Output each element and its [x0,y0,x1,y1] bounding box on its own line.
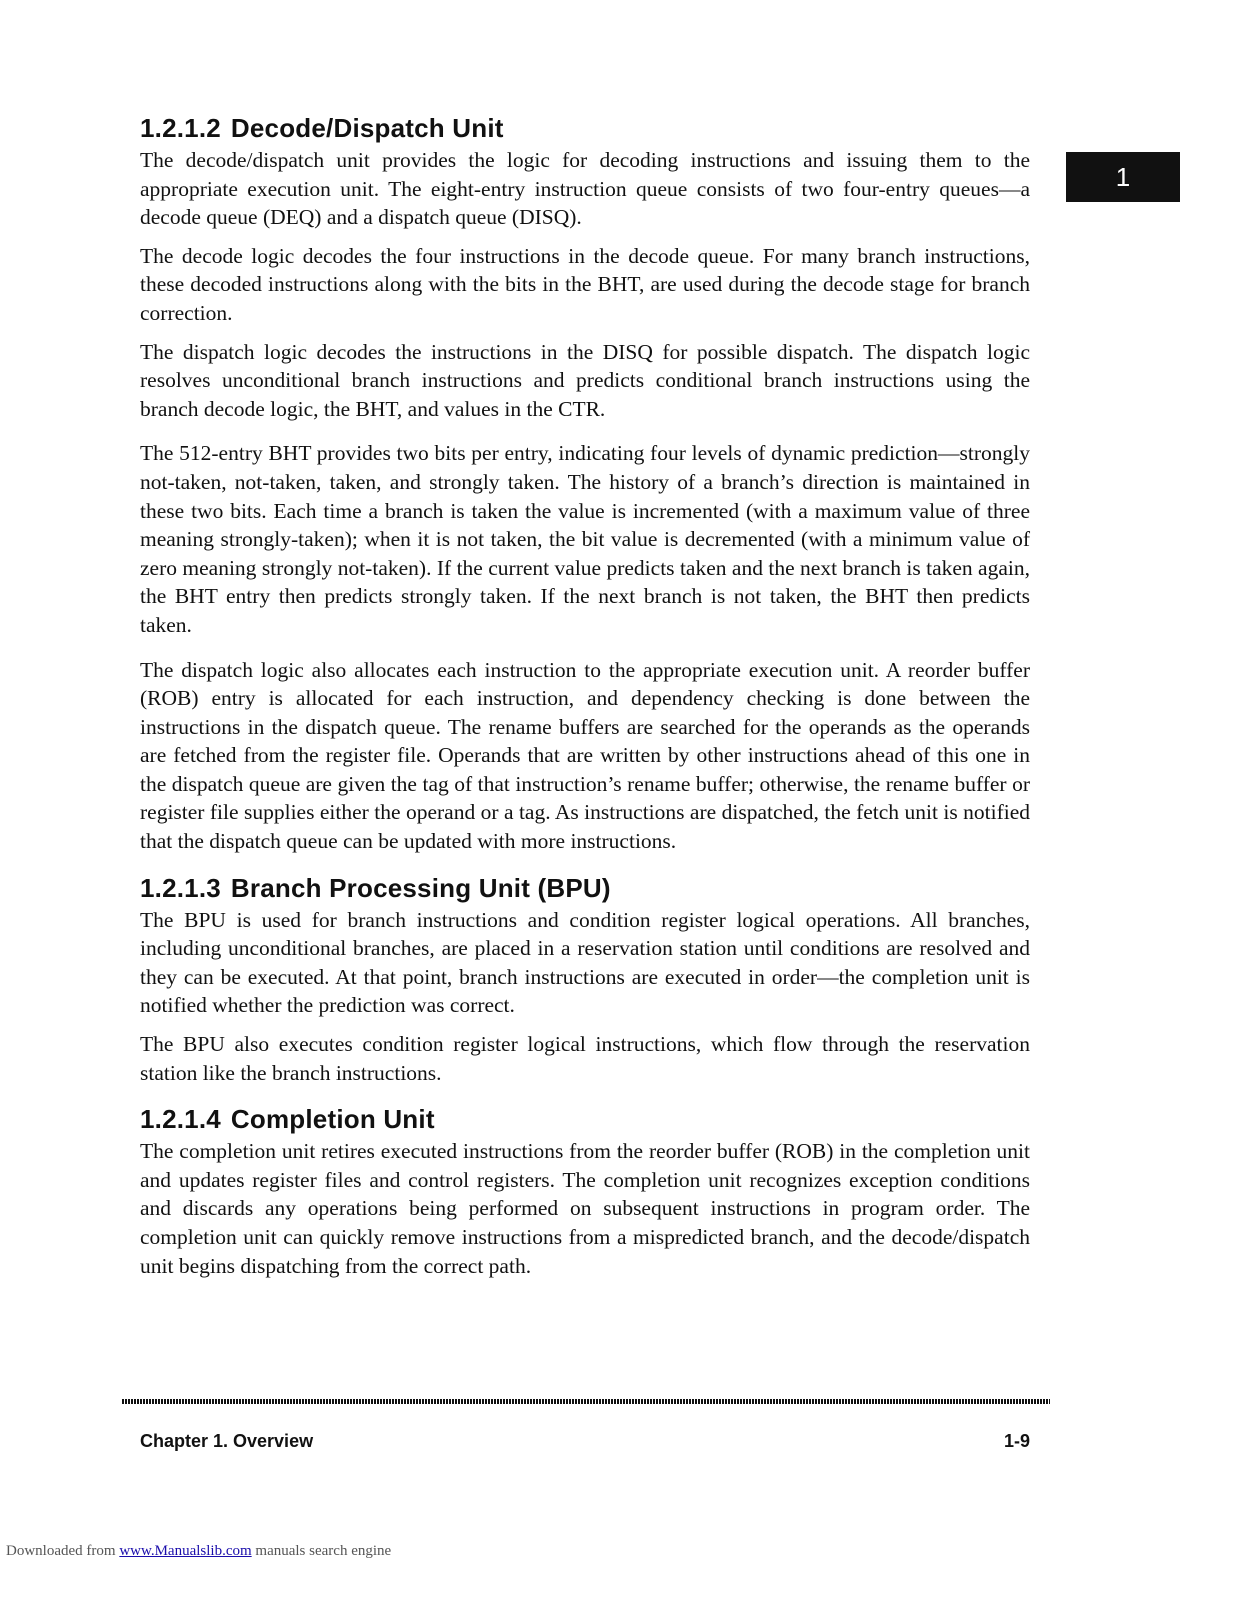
section-title: Branch Processing Unit (BPU) [230,872,611,903]
chapter-tab-label: 1 [1115,161,1131,192]
download-note [6,1543,391,1560]
paragraph: The dispatch logic also allocates each instruction to the appropriate execution unit. A reorder buffer (ROB) entry is allocated for each instruction, and dependency checking is done between the instructions in the dispatch queue. The rename buffers are searched for the operands as the operands are fetched from the register file. Operands that are written by other instructions ahead of this one in the dispatch queue are given the tag of that instruction’s rename buffer; otherwise, the rename buffer or register file supplies either the operand or a tag. As instructions are dispatched, the fetch unit is notified that the dispatch queue can be updated with more instructions. [140,657,1030,854]
footer-page-number: 1-9 [1003,1431,1030,1451]
paragraph: The 512-entry BHT provides two bits per entry, indicating four levels of dynamic prediction—strongly not-taken, not-taken, taken, and strongly taken. The history of a branch’s direction is maintained in these two bits. Each time a branch is taken the value is incremented (with a maximum value of three meaning strongly-taken); when it is not taken, the bit value is decremented (with a minimum value of zero meaning strongly not-taken). If the current value predicts taken and the next branch is taken again, the BHT entry then predicts strongly taken. If the next branch is not taken, the BHT then predicts taken. [140,441,1030,637]
section-number: 1.2.1.3 [140,872,221,903]
paragraph: The decode logic decodes the four instructions in the decode queue. For many branch instructions, these decoded instructions along with the bits in the BHT, are used during the decode stage for branch correction. [140,243,1030,325]
section-heading-branch-processing-unit [140,872,1030,904]
section-heading-decode-dispatch [140,112,1030,144]
section-number: 1.2.1.4 [140,1104,221,1135]
footer-chapter: Chapter 1. Overview [140,1431,314,1451]
paragraph: The BPU is used for branch instructions and condition register logical operations. All branches, including unconditional branches, are placed in a reservation station until conditions are resolved and they can be executed. At that point, branch instructions are executed in order—the completion unit is notified whether the prediction was correct. [140,907,1030,1018]
section-heading-completion-unit [140,1103,1030,1135]
download-prefix: Downloaded from [6,1543,120,1559]
chapter-tab [1066,152,1180,202]
page-content [140,112,1030,1290]
paragraph: The dispatch logic decodes the instructions in the DISQ for possible dispatch. The dispatch logic resolves unconditional branch instructions and predicts conditional branch instructions using the branch decode logic, the BHT, and values in the CTR. [140,339,1030,421]
paragraph: The BPU also executes condition register logical instructions, which flow through the reservation station like the branch instructions. [140,1032,1030,1085]
section-number: 1.2.1.2 [140,113,221,143]
paragraph: The decode/dispatch unit provides the logic for decoding instructions and issuing them to the appropriate execution unit. The eight-entry instruction queue consists of two four-entry queues—a decode queue (DEQ) and a dispatch queue (DISQ). [140,148,1030,230]
section-title: Decode/Dispatch Unit [230,113,504,143]
paragraph: The completion unit retires executed instructions from the reorder buffer (ROB) in the completion unit and updates register files and control registers. The completion unit recognizes exception conditions and discards any operations being performed on subsequent instructions in program order. The completion unit can quickly remove instructions from a mispredicted branch, and the decode/dispatch unit begins dispatching from the correct path. [140,1139,1030,1278]
download-suffix: manuals search engine [251,1543,392,1559]
manualslib-link[interactable]: www.Manualslib.com [119,1543,252,1559]
footer-rule [122,1399,1050,1404]
section-title: Completion Unit [230,1104,435,1135]
